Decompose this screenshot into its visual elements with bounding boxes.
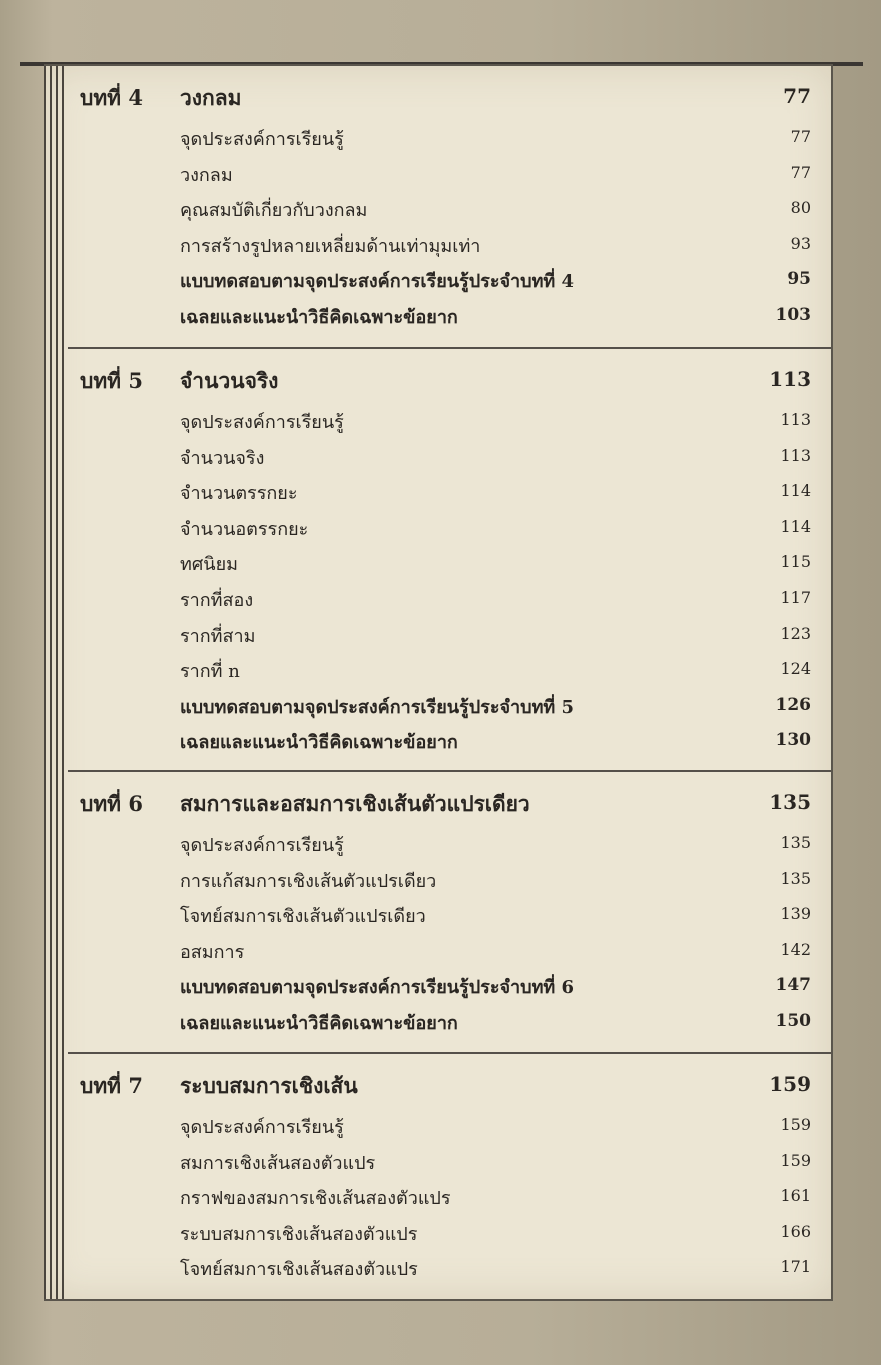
entry-page-number: 126 [775, 695, 811, 715]
toc-entry[interactable] [68, 1217, 831, 1251]
chapter-number: บทที่ 5 [80, 368, 143, 393]
toc-entry[interactable] [68, 828, 831, 862]
chapter-number: บทที่ 6 [80, 791, 143, 816]
chapter-section [68, 1054, 831, 1303]
chapter-title[interactable]: ระบบสมการเชิงเส้น [180, 1073, 358, 1098]
entry-title: รากที่สอง [180, 590, 254, 611]
entry-page-number: 77 [790, 127, 811, 146]
chapter-heading [68, 361, 831, 401]
chapter-page-number: 77 [783, 84, 811, 108]
entry-page-number: 114 [780, 481, 811, 500]
toc-entry[interactable] [68, 229, 831, 263]
chapter-heading [68, 1066, 831, 1106]
chapter-section [68, 772, 831, 1054]
entry-page-number: 171 [780, 1257, 811, 1276]
entry-page-number: 135 [780, 833, 811, 852]
entry-title: เฉลยและแนะนำวิธีคิดเฉพาะข้อยาก [180, 1013, 458, 1034]
chapter-heading [68, 78, 831, 118]
entry-title: โจทย์สมการเชิงเส้นตัวแปรเดียว [180, 906, 426, 927]
entry-title: รากที่ n [180, 661, 240, 682]
toc-entry[interactable] [68, 441, 831, 475]
entry-page-number: 113 [780, 446, 811, 465]
toc-entry[interactable] [68, 405, 831, 439]
entry-title: จุดประสงค์การเรียนรู้ [180, 412, 344, 433]
entry-page-number: 161 [780, 1186, 811, 1205]
entry-title: จำนวนจริง [180, 448, 265, 469]
chapter-page-number: 135 [769, 790, 811, 814]
chapter-page-number: 159 [769, 1072, 811, 1096]
toc-entry[interactable] [68, 193, 831, 227]
toc-entry[interactable] [68, 300, 831, 334]
entry-page-number: 103 [775, 305, 811, 325]
entry-page-number: 130 [775, 730, 811, 750]
entry-page-number: 166 [780, 1222, 811, 1241]
chapter-title[interactable]: วงกลม [180, 85, 242, 110]
entry-page-number: 150 [775, 1011, 811, 1031]
toc-entry[interactable] [68, 725, 831, 759]
toc-page [44, 64, 833, 1301]
toc-entry[interactable] [68, 899, 831, 933]
toc-entry[interactable] [68, 476, 831, 510]
entry-page-number: 77 [790, 163, 811, 182]
entry-page-number: 114 [780, 517, 811, 536]
entry-title: แบบทดสอบตามจุดประสงค์การเรียนรู้ประจำบทที่ 6 [180, 977, 575, 998]
entry-title: จำนวนตรรกยะ [180, 483, 298, 504]
chapter-title[interactable]: จำนวนจริง [180, 368, 279, 393]
entry-title: เฉลยและแนะนำวิธีคิดเฉพาะข้อยาก [180, 307, 458, 328]
entry-title: การสร้างรูปหลายเหลี่ยมด้านเท่ามุมเท่า [180, 236, 481, 257]
toc-entry[interactable] [68, 864, 831, 898]
toc-entry[interactable] [68, 690, 831, 724]
toc-entry[interactable] [68, 512, 831, 546]
chapter-heading [68, 784, 831, 824]
margin-lines [44, 66, 68, 1299]
toc-entry[interactable] [68, 158, 831, 192]
toc-entry[interactable] [68, 122, 831, 156]
entry-title: สมการเชิงเส้นสองตัวแปร [180, 1153, 376, 1174]
toc-entry[interactable] [68, 1110, 831, 1144]
entry-page-number: 123 [780, 624, 811, 643]
chapter-page-number: 113 [769, 367, 811, 391]
entry-title: ระบบสมการเชิงเส้นสองตัวแปร [180, 1224, 418, 1245]
entry-page-number: 93 [790, 234, 811, 253]
entry-page-number: 95 [787, 269, 811, 289]
entry-page-number: 124 [780, 659, 811, 678]
entry-page-number: 139 [780, 904, 811, 923]
entry-title: การแก้สมการเชิงเส้นตัวแปรเดียว [180, 871, 437, 892]
toc-entry[interactable] [68, 583, 831, 617]
entry-page-number: 159 [780, 1151, 811, 1170]
toc-entry[interactable] [68, 970, 831, 1004]
toc-entry[interactable] [68, 1181, 831, 1215]
chapter-title[interactable]: สมการและอสมการเชิงเส้นตัวแปรเดียว [180, 791, 530, 816]
toc-entry[interactable] [68, 654, 831, 688]
entry-title: วงกลม [180, 165, 233, 186]
entry-title: จุดประสงค์การเรียนรู้ [180, 835, 344, 856]
entry-title: จุดประสงค์การเรียนรู้ [180, 1117, 344, 1138]
toc-entry[interactable] [68, 264, 831, 298]
chapter-section [68, 66, 831, 349]
entry-page-number: 117 [780, 588, 811, 607]
toc-entry[interactable] [68, 1146, 831, 1180]
entry-title: คุณสมบัติเกี่ยวกับวงกลม [180, 200, 368, 221]
toc-entry[interactable] [68, 547, 831, 581]
entry-page-number: 147 [775, 975, 811, 995]
entry-title: โจทย์สมการเชิงเส้นสองตัวแปร [180, 1259, 418, 1280]
entry-title: กราฟของสมการเชิงเส้นสองตัวแปร [180, 1188, 451, 1209]
entry-title: แบบทดสอบตามจุดประสงค์การเรียนรู้ประจำบทที่ 4 [180, 271, 575, 292]
toc-entry[interactable] [68, 619, 831, 653]
entry-title: จำนวนอตรรกยะ [180, 519, 309, 540]
entry-page-number: 113 [780, 410, 811, 429]
entry-page-number: 115 [780, 552, 811, 571]
toc-entry[interactable] [68, 1006, 831, 1040]
chapter-number: บทที่ 7 [80, 1073, 143, 1098]
entry-page-number: 80 [790, 198, 811, 217]
entry-title: แบบทดสอบตามจุดประสงค์การเรียนรู้ประจำบทที่ 5 [180, 697, 575, 718]
toc-entry[interactable] [68, 1252, 831, 1286]
chapter-section [68, 349, 831, 772]
toc-entry[interactable] [68, 935, 831, 969]
entry-title: อสมการ [180, 942, 245, 963]
entry-page-number: 135 [780, 869, 811, 888]
entry-page-number: 142 [780, 940, 811, 959]
entry-page-number: 159 [780, 1115, 811, 1134]
entry-title: จุดประสงค์การเรียนรู้ [180, 129, 344, 150]
chapter-number: บทที่ 4 [80, 85, 143, 110]
entry-title: ทศนิยม [180, 554, 239, 575]
entry-title: รากที่สาม [180, 626, 256, 647]
entry-title: เฉลยและแนะนำวิธีคิดเฉพาะข้อยาก [180, 732, 458, 753]
